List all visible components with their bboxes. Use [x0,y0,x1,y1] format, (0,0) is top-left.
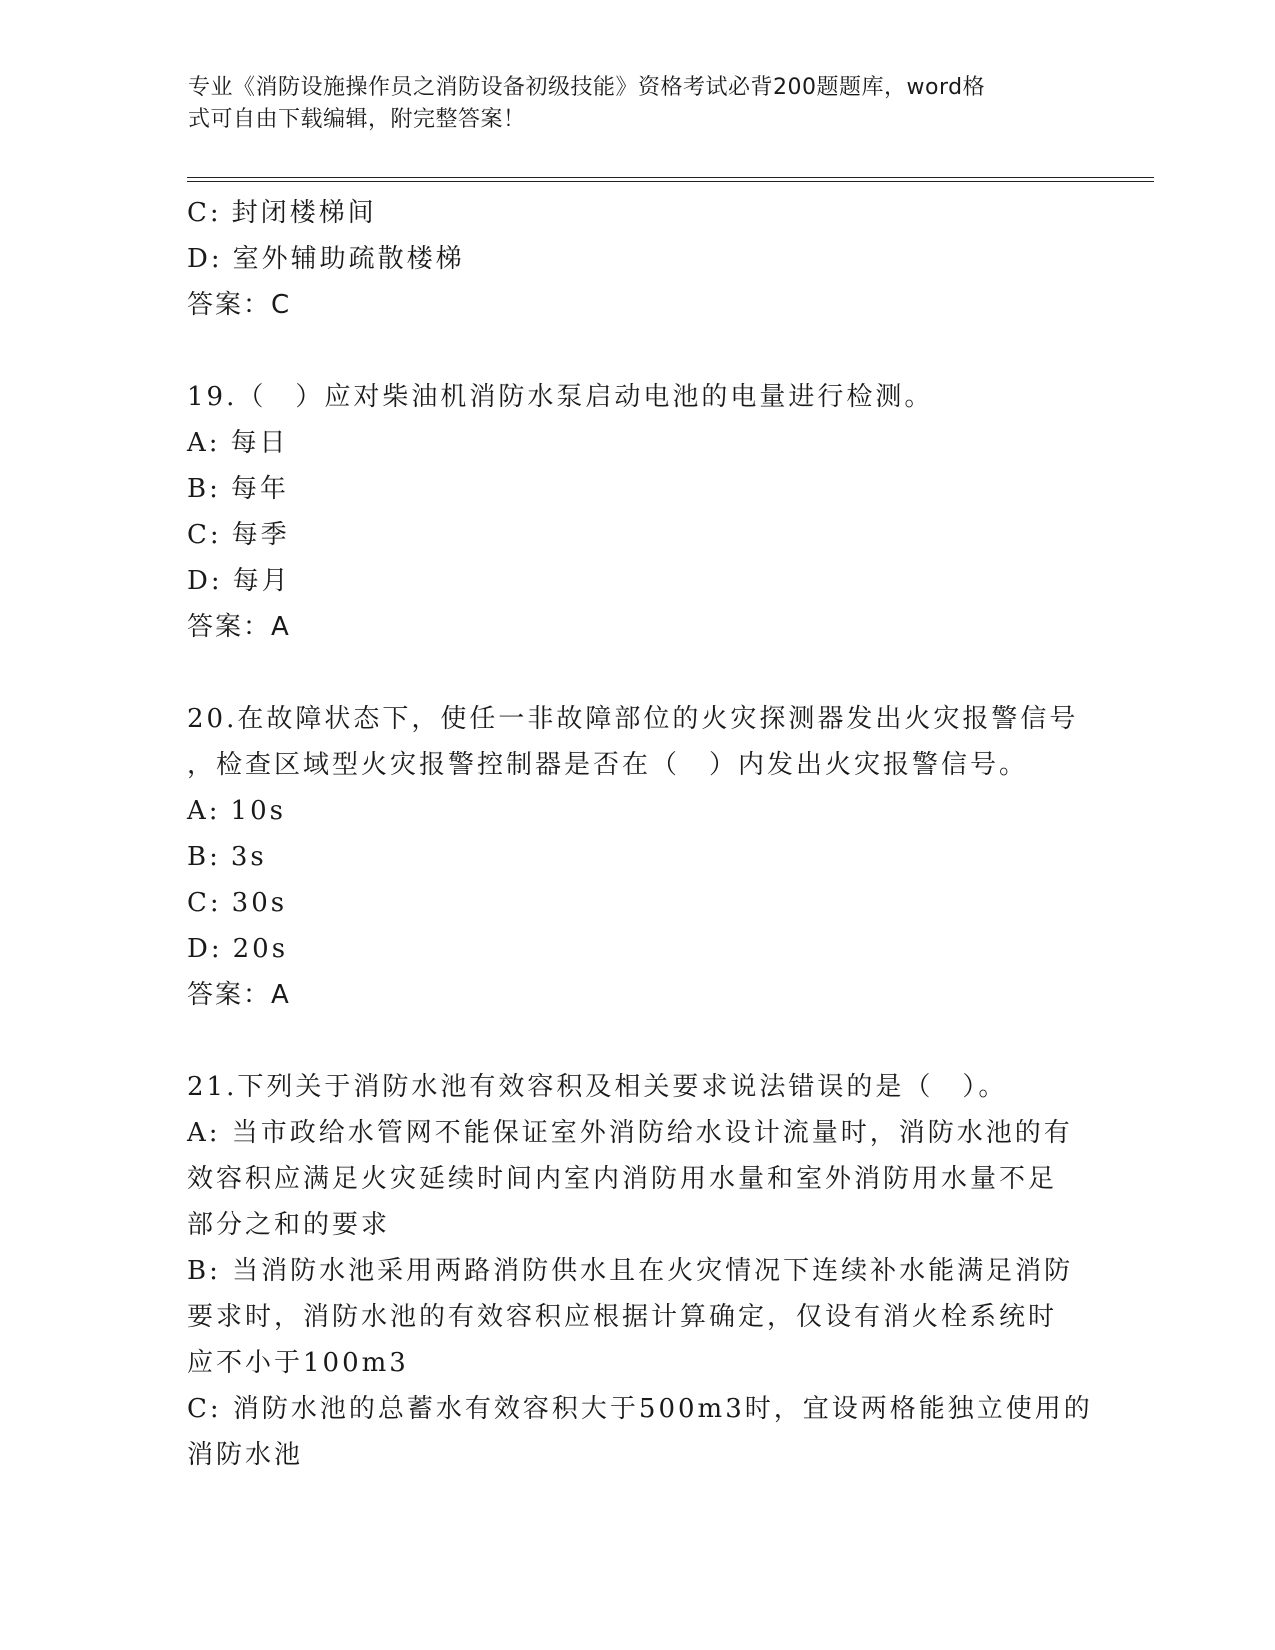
option-label: C: [187,520,222,550]
option-a-line-3: 部分之和的要求 [187,1210,391,1240]
option-d [187,926,1067,972]
option-b [187,466,1067,512]
option-b-line-2: 要求时，消防水池的有效容积应根据计算确定，仅设有消火栓系统时 [187,1302,1058,1332]
option-a-line-1: A: 当市政给水管网不能保证室外消防给水设计流量时，消防水池的有 [187,1118,1073,1148]
question-content [187,190,1093,1478]
option-c [187,880,1067,926]
option-c-line-2: 消防水池 [187,1440,304,1470]
option-label: C: [187,888,222,918]
option-text: 30s [231,888,288,918]
answer-line: 答案：A [187,980,291,1010]
question-stem: 19.（ ）应对柴油机消防水泵启动电池的电量进行检测。 [187,382,934,412]
answer-line: 答案：C [187,290,292,320]
option-c [187,512,1067,558]
option-label: D: [187,934,223,964]
header-divider-top [187,177,1154,178]
option-text: 每月 [232,566,291,596]
option-label: B: [187,842,221,872]
question-stem: 21.下列关于消防水池有效容积及相关要求说法错误的是（ ）。 [187,1072,1008,1102]
header-line-2: 式可自由下载编辑，附完整答案！ [188,107,526,132]
option-b-line-3: 应不小于100m3 [187,1348,409,1378]
option-text: 每日 [230,428,289,458]
option-label: A: [187,796,221,826]
document-header [188,72,1068,136]
option-label: D: [187,566,223,596]
option-d [187,558,1067,604]
question-stem-line-2: ，检查区域型火灾报警控制器是否在（ ）内发出火灾报警信号。 [187,750,1029,780]
option-b [187,834,1067,880]
option-c [187,190,1067,236]
option-label: D: [187,244,223,274]
header-line-1: 专业《消防设施操作员之消防设备初级技能》资格考试必背200题题库，word格 [188,75,986,100]
option-c-line-1: C: 消防水池的总蓄水有效容积大于500m3时，宜设两格能独立使用的 [187,1394,1093,1424]
header-divider-bottom [187,181,1154,182]
option-label: B: [187,474,221,504]
option-a [187,420,1067,466]
option-text: 20s [232,934,289,964]
answer-line: 答案：A [187,612,291,642]
question-stem-line-1: 20.在故障状态下，使任一非故障部位的火灾探测器发出火灾报警信号 [187,704,1079,734]
option-text: 每季 [231,520,290,550]
option-text: 3s [230,842,267,872]
option-label: A: [187,428,221,458]
option-text: 每年 [230,474,289,504]
option-text: 10s [230,796,286,826]
option-d [187,236,1067,282]
option-b-line-1: B: 当消防水池采用两路消防供水且在火灾情况下连续补水能满足消防 [187,1256,1074,1286]
option-a [187,788,1067,834]
option-text: 封闭楼梯间 [231,198,377,228]
option-text: 室外辅助疏散楼梯 [232,244,465,274]
option-a-line-2: 效容积应满足火灾延续时间内室内消防用水量和室外消防用水量不足 [187,1164,1058,1194]
option-label: C: [187,198,222,228]
